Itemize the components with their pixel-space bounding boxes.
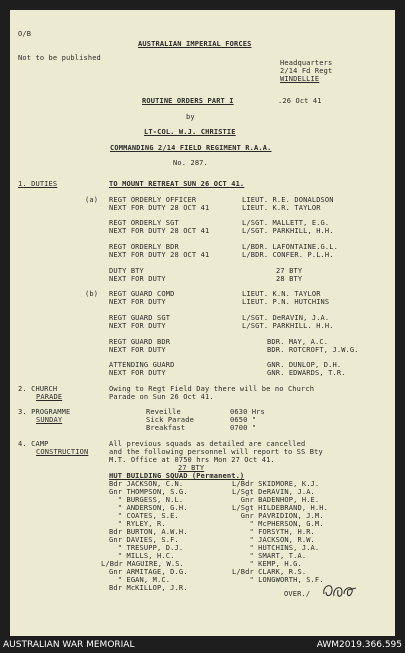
duty-role: NEXT FOR DUTY	[109, 346, 166, 354]
section-4-text: and the following personnel will report to SS Bty	[109, 448, 323, 456]
squad-member: " FORSYTH, H.R.	[232, 528, 315, 536]
duty-person: L/SGT. MALLETT, E.G.	[242, 219, 330, 227]
duty-role: ATTENDING GUARD	[109, 361, 175, 369]
duty-role: NEXT FOR DUTY 28 OCT 41	[109, 204, 210, 212]
duty-person: BDR. ROTCROFT, J.W.G.	[267, 346, 359, 354]
duty-person: BDR. MAY, A.C.	[267, 338, 329, 346]
squad-member: " TRESUPP, D.J.	[109, 544, 184, 552]
squad-member: Gnr PAVRIDION, J.M.	[232, 512, 324, 520]
document-title: ROUTINE ORDERS PART I	[142, 97, 234, 105]
squad-member: " JACKSON, R.W.	[232, 536, 315, 544]
org-heading: AUSTRALIAN IMPERIAL FORCES	[138, 40, 252, 48]
section-4-heading-2: CONSTRUCTION	[36, 448, 89, 456]
section-4-text: M.T. Office at 0750 hrs Mon 27 Oct 41.	[109, 456, 275, 464]
squad-member: " McPHERSON, G.M.	[232, 520, 324, 528]
commander-name: LT-COL. W.J. CHRISTIE	[144, 128, 236, 136]
duty-person: LIEUT. R.E. DONALDSON	[242, 196, 334, 204]
squad-member: " RYLEY, R.	[109, 520, 166, 528]
programme-time: 0700 "	[230, 424, 257, 432]
reference-code: O/B	[18, 30, 32, 38]
duty-person: LIEUT. K.N. TAYLOR	[242, 290, 321, 298]
squad-member: Bdr JACKSON, C.N.	[109, 480, 184, 488]
duty-role: NEXT FOR DUTY	[109, 298, 166, 306]
duty-role: REGT GUARD SGT	[109, 314, 171, 322]
squad-member: Bdr BURTON, A.W.H.	[109, 528, 188, 536]
programme-item: Sick Parade	[146, 416, 195, 424]
squad-member: " BURGESS, N.L.	[109, 496, 184, 504]
section-2-text: Owing to Regt Field Day there will be no Church	[109, 385, 315, 393]
command-line: COMMANDING 2/14 FIELD REGIMENT R.A.A.	[110, 144, 272, 152]
squad-member: Gnr DAVIES, S.F.	[109, 536, 179, 544]
squad-member: " HUTCHINS, J.A.	[232, 544, 320, 552]
duty-role: NEXT FOR DUTY	[109, 275, 166, 283]
order-number: No. 287.	[173, 159, 208, 167]
duty-person: 28 BTY	[276, 275, 303, 283]
hq-line-1: Headquarters	[280, 59, 333, 67]
squad-member: L/Sgt HILDEBRAND, H.H.	[232, 504, 329, 512]
duty-role: NEXT FOR DUTY 28 OCT 41	[109, 251, 210, 259]
duty-role: NEXT FOR DUTY	[109, 369, 166, 377]
section-3-heading: 3. PROGRAMME	[18, 408, 71, 416]
squad-member: L/Bdr CLARK, R.S.	[232, 568, 307, 576]
handwritten-initials	[320, 578, 360, 602]
duty-person: GNR. DUNLOP, D.H.	[267, 361, 342, 369]
squad-member: L/Bdr SKIDMORE, K.J.	[232, 480, 320, 488]
programme-time: 0630 Hrs	[230, 408, 265, 416]
duty-role: DUTY BTY	[109, 267, 144, 275]
section-2-heading-2: PARADE	[36, 393, 63, 401]
section-3-heading-2: SUNDAY	[36, 416, 63, 424]
squad-member: Gnr THOMPSON, S.G.	[109, 488, 188, 496]
duty-role: NEXT FOR DUTY	[109, 322, 166, 330]
by-line: by	[186, 113, 195, 121]
duty-role: REGT GUARD COMD	[109, 290, 175, 298]
programme-item: Breakfast	[146, 424, 186, 432]
battery-heading: 27 BTY	[178, 464, 205, 472]
squad-member: " ANDERSON, G.H.	[109, 504, 188, 512]
duty-person: L/BDR. LAFONTAINE.G.L.	[242, 243, 339, 251]
duty-person: LIEUT. K.R. TAYLOR	[242, 204, 321, 212]
squad-member: Gnr ARMITAGE, D.G.	[109, 568, 188, 576]
duty-person: L/SGT. PARKHILL. H.H.	[242, 322, 334, 330]
duty-role: REGT ORDERLY SGT	[109, 219, 179, 227]
squad-member: " EGAN, M.C.	[109, 576, 171, 584]
programme-time: 0650 "	[230, 416, 257, 424]
over-note: OVER./	[284, 590, 311, 598]
section-2-heading: 2. CHURCH	[18, 385, 58, 393]
document-page	[10, 10, 395, 636]
restriction-note: Not to be published	[18, 54, 101, 62]
hq-line-3: WINDELLIE	[280, 75, 320, 83]
duty-person: L/SGT. PARKHILL, H.H.	[242, 227, 334, 235]
duty-role: REGT ORDERLY BDR	[109, 243, 179, 251]
archive-name: AUSTRALIAN WAR MEMORIAL	[3, 640, 135, 650]
subsection-b-marker: (b)	[85, 290, 99, 298]
squad-heading: HUT BUILDING SQUAD (Permanent.)	[109, 472, 245, 480]
section-4-heading: 4. CAMP	[18, 440, 49, 448]
duty-person: GNR. EDWARDS, T.R.	[267, 369, 346, 377]
section-1-subheading: TO MOUNT RETREAT SUN 26 OCT 41.	[109, 180, 245, 188]
section-4-text: All previous squads as detailed are cancelled	[109, 440, 306, 448]
squad-member: " LONGWORTH, S.F.	[232, 576, 324, 584]
squad-member: Gnr BADENHOP, H.E.	[232, 496, 320, 504]
squad-member: " KEMP, H.G.	[232, 560, 302, 568]
subsection-a-marker: (a)	[85, 196, 99, 204]
order-date: .26 Oct 41	[278, 97, 322, 105]
hq-line-2: 2/14 Fd Regt	[280, 67, 333, 75]
duty-person: 27 BTY	[276, 267, 303, 275]
archive-id: AWM2019.366.595	[316, 640, 402, 650]
squad-member: L/Bdr MAGUIRE, W.S.	[101, 560, 184, 568]
squad-member: " COATES, S.E.	[109, 512, 179, 520]
squad-member: " MILLS, H.C.	[109, 552, 175, 560]
duty-role: REGT GUARD BDR	[109, 338, 171, 346]
duty-role: REGT ORDERLY OFFICER	[109, 196, 197, 204]
programme-item: Reveille	[146, 408, 181, 416]
duty-role: NEXT FOR DUTY 28 OCT 41	[109, 227, 210, 235]
duty-person: L/BDR. CONFER. P.L.H.	[242, 251, 334, 259]
duty-person: LIEUT. P.N. HUTCHINS	[242, 298, 330, 306]
squad-member: Bdr McKILLOP, J.R.	[109, 584, 188, 592]
archive-footer	[0, 638, 405, 653]
section-1-heading: 1. DUTIES	[18, 180, 58, 188]
squad-member: L/Sgt DeRAVIN, J.A.	[232, 488, 315, 496]
section-2-text: Parade on Sun 26 Oct 41.	[109, 393, 214, 401]
duty-person: L/SGT. DeRAVIN, J.A.	[242, 314, 330, 322]
squad-member: " SMART, T.A.	[232, 552, 307, 560]
